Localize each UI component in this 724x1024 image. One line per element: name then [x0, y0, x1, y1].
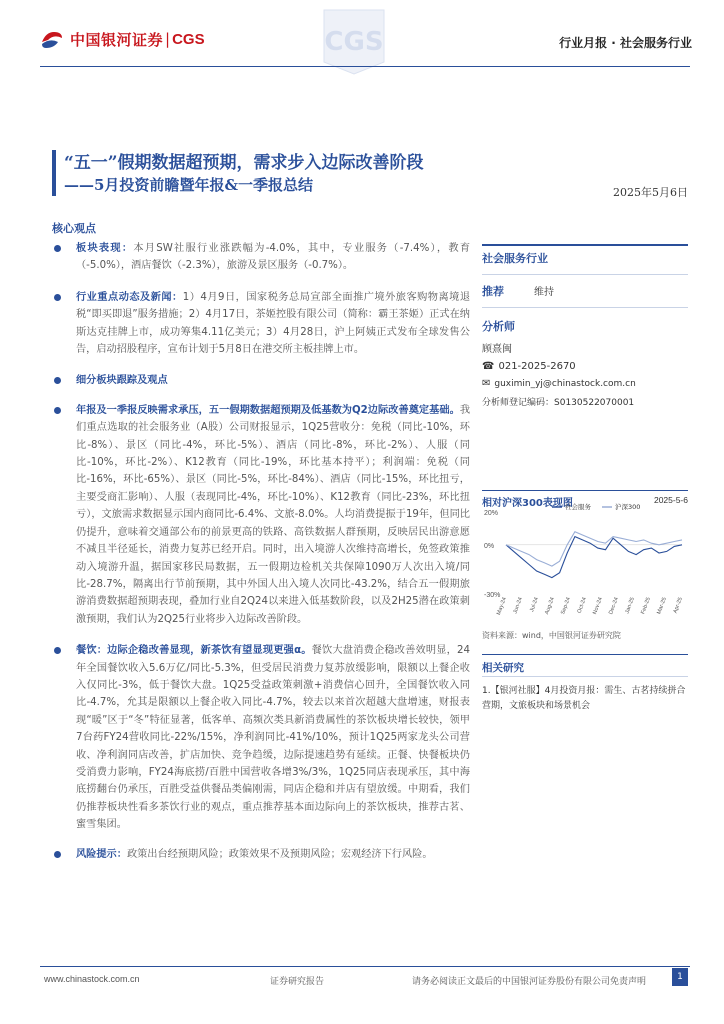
bullet-icon: [54, 294, 61, 301]
bullet-icon: [54, 647, 61, 654]
email-icon: ✉: [482, 378, 491, 389]
paragraph-annual-results: [50, 402, 470, 628]
report-title: “五一”假期数据超预期，需求步入边际改善阶段: [64, 153, 424, 173]
brand-separator: |: [165, 30, 171, 48]
relative-performance-chart: [482, 490, 688, 640]
analyst-email[interactable]: guximin_yj@chinastock.com.cn: [494, 378, 636, 389]
x-tick-label: Feb-25: [640, 596, 652, 616]
legend-label: 社会服务: [565, 503, 591, 511]
sidebar-divider: [482, 274, 688, 275]
analyst-email-row: [482, 378, 688, 389]
chart-source: 资料来源：wind，中国银河证券研究院: [482, 631, 621, 640]
x-tick-label: Dec-24: [608, 596, 620, 616]
x-tick-label: Jul-24: [529, 596, 540, 613]
x-tick-label: Apr-25: [672, 596, 684, 615]
footer-disclaimer: 请务必阅读正文最后的中国银河证券股份有限公司免责声明: [412, 977, 647, 987]
sidebar-industry: 社会服务行业: [482, 252, 548, 265]
series-line-1: [506, 532, 682, 566]
paragraph-text: 政策出台经预期风险；政策效果不及预期风险；宏观经济下行风险。: [126, 848, 433, 860]
paragraph-lead: 板块表现：: [76, 243, 134, 254]
report-type: 行业月报 · 社会服务行业: [559, 36, 692, 50]
paragraph-subsector-heading: [50, 372, 470, 389]
report-subtitle: ——5月投资前瞻暨年报&一季报总结: [64, 176, 313, 194]
paragraph-text: 餐饮大盘消费企稳改善效明显，24年全国餐饮收入5.6万亿/同比-5.3%，但受居民消费力复苏放缓影响，限额以上餐企收入仅同比-3%，低于餐饮大盘。1Q25受益政策刺激+消费信心回升，全国餐饮收入同比-4.7%，允其是限额以上餐企收入同比-4.7%，较去以来首次超越大盘增速，财报表现“暖”区于“冬”特征显著，低客单、高频次类具新消费属性的茶饮板块增长较快，领甲7台药FY24营收同比-22%/15%，净利润同比-41%/10%，预计1Q25两家龙头公司营收、净利润同店改善，扩店加快、竞争趋缓，边际提速趋势有延续。正餐、快餐板块仍受消费力影响，FY24海底捞/百胜中国营收各增3%/3%，1Q25同店表现承压，其中海底捞翻台仍承压，百胜受益供餐品类偏刚需，同店企稳和并店有望放缓。中期看，我们仍推荐板块性看多茶饮行业的观点，重点推荐基本面边际向上的茶饮板块，推荐古茗、蜜雪集团。: [76, 645, 470, 831]
paragraph-lead: 行业重点动态及新闻：: [76, 291, 183, 303]
chart-title: 相对沪深300表现图: [482, 498, 573, 509]
paragraph-text: 本月SW社服行业涨跌幅为-4.0%，其中，专业服务（-7.4%），教育（-5.0%），酒店餐饮（-2.3%），旅游及景区服务（-0.7%）。: [76, 243, 471, 272]
x-tick-label: Mar-25: [656, 596, 668, 616]
chart-top-divider: [482, 490, 688, 491]
x-tick-label: Aug-24: [544, 596, 556, 616]
paragraph-catering: [50, 642, 470, 833]
section-label-core-views: 核心观点: [52, 222, 96, 235]
paragraph-lead: 风险提示：: [76, 848, 127, 860]
page-header: [0, 0, 724, 80]
sidebar: [482, 240, 688, 408]
x-tick-label: May-24: [495, 596, 508, 616]
brand-name-en: CGS: [172, 30, 205, 48]
rating-value: 维持: [534, 287, 554, 298]
related-title: 相关研究: [482, 662, 524, 674]
paragraph-industry-news: [50, 289, 470, 359]
bullet-icon: [54, 245, 61, 252]
svg-text:CGS: CGS: [324, 27, 384, 57]
rating-row: [482, 283, 688, 299]
paragraph-sector-performance: [50, 240, 470, 275]
brand-logo: [40, 28, 205, 50]
brand-name-cn: 中国银河证券: [70, 30, 164, 49]
rating-label: 推荐: [482, 285, 504, 298]
footer-divider: [40, 966, 690, 967]
y-tick-label: -30%: [484, 592, 501, 599]
bullet-icon: [54, 377, 61, 384]
y-tick-label: 0%: [484, 542, 495, 550]
main-content: [50, 240, 470, 863]
x-tick-label: Oct-24: [576, 596, 588, 615]
sidebar-divider: [482, 307, 688, 308]
paragraph-risk: [50, 846, 470, 863]
footer-doc-type: 证券研究报告: [270, 977, 325, 987]
paragraph-lead: 年报及一季报反映需求承压，五一假期数据超预期及低基数为Q2边际改善奠定基础。: [76, 404, 460, 416]
paragraph-text: 1）4月9日，国家税务总局宣部全面推广境外旅客购物离境退税“即买即退”服务措施；2）4月17日，茶姬控股有限公司（简称：霸王茶姬）正式在纳斯达克挂牌上市，成功筹集4.11亿美元；3）4月28日，沪上阿姨正式发布全球发售公告，启动招股程序，宣布计划于5月8日在港交所主板挂牌上市。: [76, 291, 471, 356]
page-number: 1: [672, 968, 688, 986]
title-accent-bar: [52, 150, 56, 196]
related-item[interactable]: 1.【银河社服】4月投资月报：需生、古茗持续拼合营期，文旅板块和场景机会: [482, 686, 686, 711]
y-tick-label: 20%: [484, 510, 499, 517]
bullet-icon: [54, 407, 61, 414]
analyst-name: 顾熹闽: [482, 344, 512, 355]
logo-mark-icon: [40, 28, 64, 50]
x-tick-label: Jun-24: [512, 596, 524, 615]
legend-label: 沪深300: [615, 503, 641, 511]
paragraph-lead: 餐饮：边际企稳改善显现，新茶饮有望显现更强α。: [76, 645, 312, 657]
related-top-divider: [482, 654, 688, 655]
footer-url[interactable]: www.chinastock.com.cn: [44, 974, 140, 984]
analyst-label: 分析师: [482, 320, 515, 333]
header-divider: [40, 66, 690, 67]
related-divider: [482, 676, 688, 677]
phone-icon: ☎: [482, 361, 495, 372]
paragraph-text: 我们重点选取的社会服务业（A股）公司财报显示，1Q25营收分：免税（同比-10%，环比-8%）、景区（同比-4%，环比-5%）、酒店（同比-8%，环比-2%）、人服（同比-10%，环比-2%）、K12教育（同比-19%，环比基本持平）；利润端：免税（同比-16%，环比-65%）、景区（同比-5%，环比-84%）、酒店（同比-15%，环比扭亏，主要受商汇影响）、人服（表现同比-4%，环比-10%）、K12教育（同比-23%，环比扭亏），文旅需求数据显示国内商同比-6.4%、文旅-8.0%。人均消费提振于19年，但同比仍提升，意味着交通部公布的前景更高的铁路、高铁数据人群预期，反映居民出游意愿不减且半径延长，消费力复苏已经开启。同时，出入境游人次维持高增长，免签政策推动入境游升温，据国家移民局数据，五一假期边检机关共保障1090万人次出入境/同比-28.7%，隔离出行节前预期，其中外国人出入境人次同比-43.2%，结合五一假期旅游消费数据超预期表现，叠加行业自2Q24以来进入低基数阶段，以及2H25潜在政策刺激预期，我们认为2Q25行业将步入边际改善阶段。: [76, 404, 470, 625]
analyst-phone-row: [482, 361, 688, 372]
x-tick-label: Nov-24: [592, 596, 604, 616]
analyst-cert: 分析师登记编码：S0130522070001: [482, 398, 635, 408]
analyst-phone: 021-2025-2670: [498, 361, 576, 372]
x-tick-label: Jan-25: [624, 596, 636, 615]
x-tick-label: Sep-24: [560, 596, 572, 616]
report-date: 2025年5月6日: [613, 186, 688, 199]
bullet-icon: [54, 851, 61, 858]
chart-date: 2025-5-6: [653, 495, 688, 505]
paragraph-lead: 细分板块跟踪及观点: [76, 375, 168, 387]
